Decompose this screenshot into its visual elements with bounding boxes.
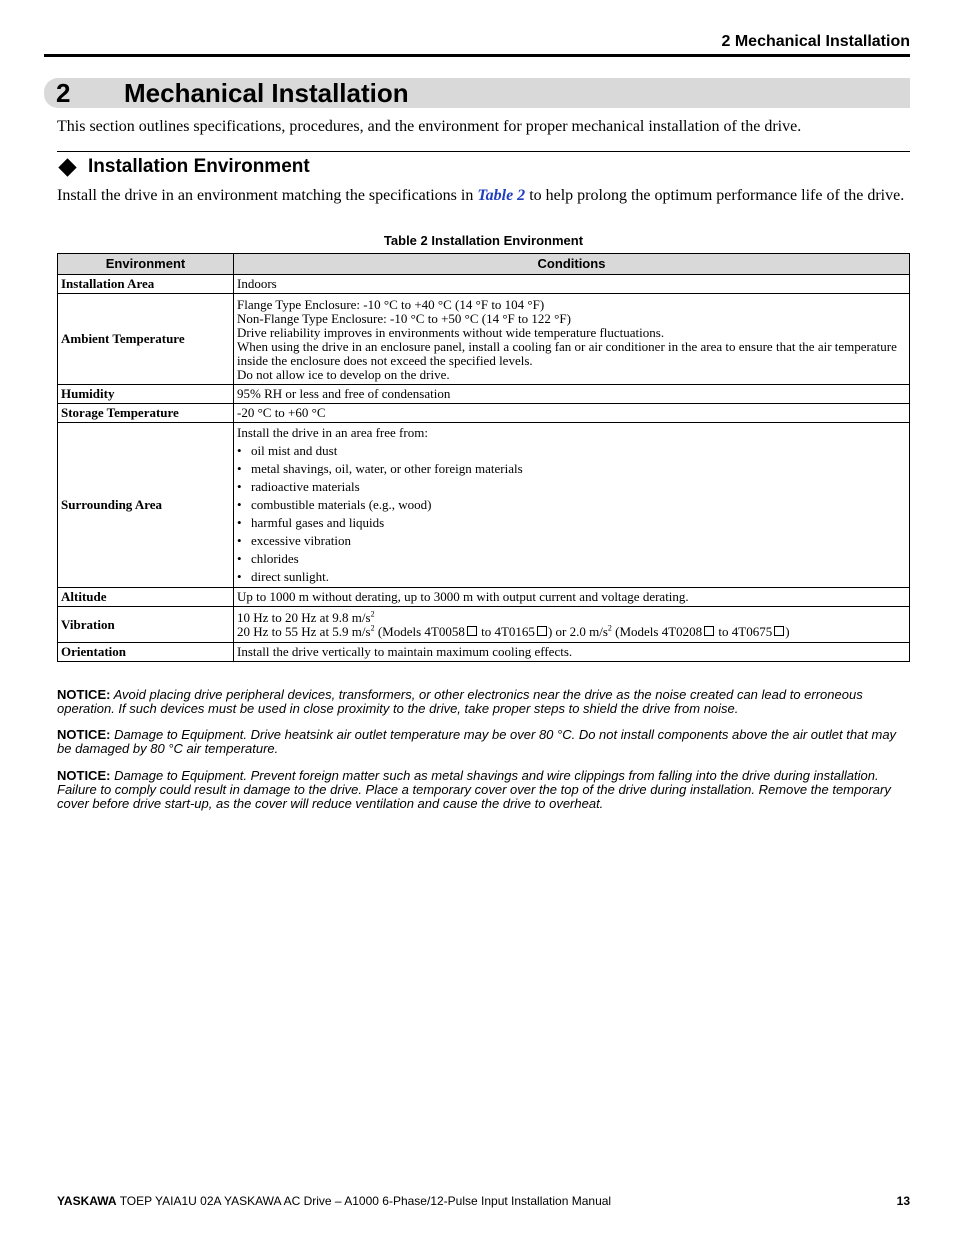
row-condition: Install the drive vertically to maintain maximum cooling effects. xyxy=(234,643,910,662)
paragraph-text: to help prolong the optimum performance life of the drive. xyxy=(525,187,905,204)
list-item: • chlorides xyxy=(237,552,906,566)
superscript: 2 xyxy=(607,623,612,633)
row-condition: 95% RH or less and free of condensation xyxy=(234,385,910,404)
condition-line: When using the drive in an enclosure panel, install a cooling fan or air conditioner in the area to ensure that the air temperature inside the enclosure does not exceed the specified levels. xyxy=(237,339,897,368)
list-item: • combustible materials (e.g., wood) xyxy=(237,498,906,512)
vibration-text: 10 Hz to 20 Hz at 9.8 m/s xyxy=(237,610,371,625)
table-row xyxy=(58,385,910,404)
condition-line: Install the drive in an area free from: xyxy=(237,425,428,440)
condition-line: Flange Type Enclosure: -10 °C to +40 °C (14 °F to 104 °F) xyxy=(237,297,545,312)
vibration-text: ) or 2.0 m/s xyxy=(547,624,608,639)
vibration-text: (Models 4T0058 xyxy=(374,624,465,639)
list-item: • harmful gases and liquids xyxy=(237,516,906,530)
notice-text: Damage to Equipment. Prevent foreign matter such as metal shavings and wire clippings from falling into the drive during installation. Failure to comply could result in damage to the drive. Place a temporary cover over the top of the drive during installation. Remove the temporary cover before drive start-up, as the cover will reduce ventilation and cause the drive to overheat. xyxy=(57,768,891,811)
placeholder-box-icon xyxy=(467,626,477,636)
table-row xyxy=(58,294,910,385)
footer-brand: YASKAWA xyxy=(57,1194,117,1208)
table-caption: Table 2 Installation Environment xyxy=(383,233,584,248)
chapter-title: Mechanical Installation xyxy=(124,78,409,108)
condition-line xyxy=(237,625,906,639)
column-header-conditions: Conditions xyxy=(234,254,910,275)
notice-paragraph xyxy=(57,688,910,716)
intro-paragraph: This section outlines specifications, procedures, and the environment for proper mechanical installation of the drive. xyxy=(57,118,802,135)
row-condition xyxy=(234,423,910,588)
table-row xyxy=(58,423,910,588)
diamond-bullet-icon xyxy=(58,158,76,176)
list-item: • excessive vibration xyxy=(237,534,906,548)
notice-label: NOTICE: xyxy=(57,768,111,783)
notice-label: NOTICE: xyxy=(57,727,111,742)
running-header: 2 Mechanical Installation xyxy=(721,33,910,50)
column-header-environment: Environment xyxy=(58,254,234,275)
list-item: • oil mist and dust xyxy=(237,444,906,458)
row-label: Altitude xyxy=(58,588,234,607)
row-label: Humidity xyxy=(58,385,234,404)
section-heading xyxy=(57,155,310,179)
footer-doc-title xyxy=(57,1194,611,1208)
footer-doc-text: TOEP YAIA1U 02A YASKAWA AC Drive – A1000 6-Phase/12-Pulse Input Installation Manual xyxy=(116,1194,612,1208)
placeholder-box-icon xyxy=(704,626,714,636)
vibration-text: to 4T0675 xyxy=(715,624,773,639)
list-item: • metal shavings, oil, water, or other foreign materials xyxy=(237,462,906,476)
header-rule xyxy=(44,54,910,57)
notice-paragraph xyxy=(57,769,910,811)
notice-text: Damage to Equipment. Drive heatsink air outlet temperature may be over 80 °C. Do not install components above the air outlet that may be damaged by 80 °C air temperature. xyxy=(57,727,897,756)
notice-text: Avoid placing drive peripheral devices, transformers, or other electronics near the drive as the noise created can lead to erroneous operation. If such devices must be used in close proximity to the drive, take proper steps to shield the drive from noise. xyxy=(57,687,863,716)
page-number: 13 xyxy=(896,1194,910,1208)
chapter-heading-bar xyxy=(44,78,910,108)
table-row xyxy=(58,588,910,607)
vibration-text: to 4T0165 xyxy=(477,624,535,639)
row-label: Orientation xyxy=(58,643,234,662)
placeholder-box-icon xyxy=(537,626,547,636)
list-item: • direct sunlight. xyxy=(237,570,906,584)
condition-line: Drive reliability improves in environments without wide temperature fluctuations. xyxy=(237,325,665,340)
placeholder-box-icon xyxy=(774,626,784,636)
table-row xyxy=(58,607,910,643)
notice-label: NOTICE: xyxy=(57,687,111,702)
paragraph-text: Install the drive in an environment matching the specifications in xyxy=(57,187,478,204)
condition-line: Do not allow ice to develop on the drive. xyxy=(237,367,450,382)
list-item: • radioactive materials xyxy=(237,480,906,494)
table-row xyxy=(58,643,910,662)
row-label: Surrounding Area xyxy=(58,423,234,588)
row-condition: Indoors xyxy=(234,275,910,294)
table-header-row xyxy=(58,254,910,275)
superscript: 2 xyxy=(370,609,375,619)
row-condition: Up to 1000 m without derating, up to 3000 m with output current and voltage derating. xyxy=(234,588,910,607)
notice-paragraph xyxy=(57,728,910,756)
vibration-text: 20 Hz to 55 Hz at 5.9 m/s xyxy=(237,624,371,639)
row-condition xyxy=(234,607,910,643)
section-rule xyxy=(57,151,910,152)
section-title: Installation Environment xyxy=(88,156,310,177)
row-label: Installation Area xyxy=(58,275,234,294)
row-label: Ambient Temperature xyxy=(58,294,234,385)
condition-line xyxy=(237,611,906,625)
row-condition: -20 °C to +60 °C xyxy=(234,404,910,423)
section-paragraph xyxy=(57,187,910,205)
installation-environment-table xyxy=(57,253,910,662)
vibration-text: (Models 4T0208 xyxy=(611,624,703,639)
superscript: 2 xyxy=(370,623,375,633)
table-row xyxy=(58,275,910,294)
condition-line: Non-Flange Type Enclosure: -10 °C to +50 °C (14 °F to 122 °F) xyxy=(237,311,571,326)
table-row xyxy=(58,404,910,423)
chapter-number: 2 xyxy=(56,78,71,108)
row-condition xyxy=(234,294,910,385)
row-label: Storage Temperature xyxy=(58,404,234,423)
table-2-link[interactable]: Table 2 xyxy=(477,187,526,204)
row-label: Vibration xyxy=(58,607,234,643)
vibration-text: ) xyxy=(785,624,790,639)
